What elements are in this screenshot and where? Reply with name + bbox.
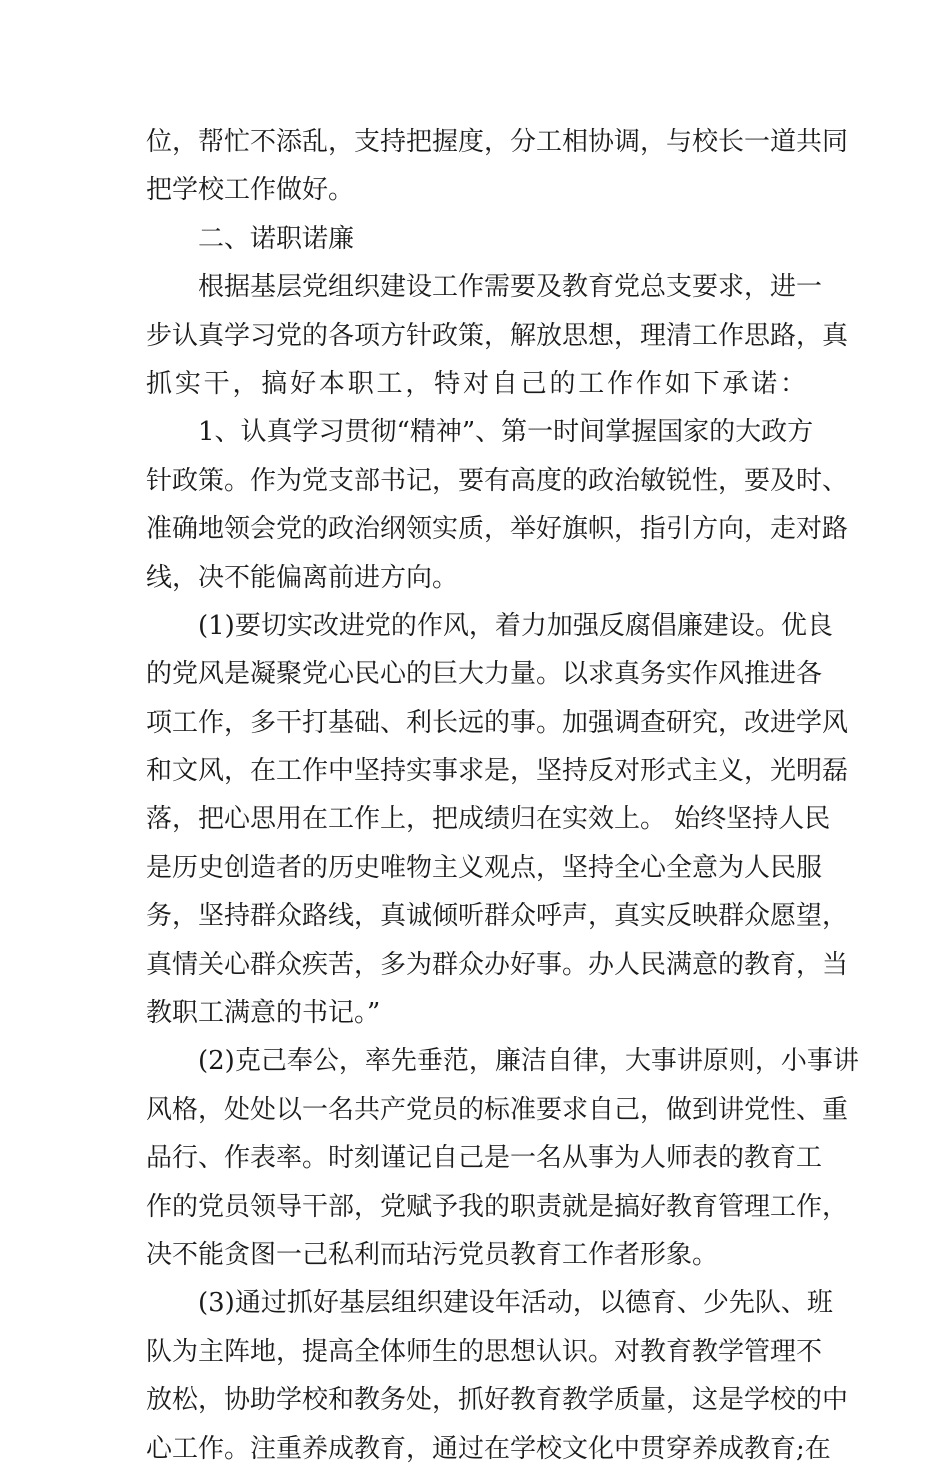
text-line: (3)通过抓好基层组织建设年活动，以德育、少先队、班 (198, 1288, 833, 1319)
text-line: 抓实干，搞好本职工，特对自己的工作作如下承诺： (146, 368, 806, 399)
text-line: 1、认真学习贯彻“精神”、第一时间掌握国家的大政方 (198, 417, 814, 448)
text-line: 的党风是凝聚党心民心的巨大力量。以求真务实作风推进各 (146, 659, 823, 690)
text-line: 务，坚持群众路线，真诚倾听群众呼声，真实反映群众愿望， (146, 901, 849, 932)
text-line: 真情关心群众疾苦，多为群众办好事。办人民满意的教育，当 (146, 949, 849, 980)
text-line: 步认真学习党的各项方针政策，解放思想，理清工作思路，真 (146, 320, 849, 351)
text-line: 根据基层党组织建设工作需要及教育党总支要求，进一 (198, 272, 823, 303)
body-text (146, 118, 859, 1473)
text-line: 品行、作表率。时刻谨记自己是一名从事为人师表的教育工 (146, 1143, 823, 1174)
text-line: 项工作，多干打基础、利长远的事。加强调查研究，改进学风 (146, 707, 849, 738)
text-line: 心工作。注重养成教育，通过在学校文化中贯穿养成教育;在 (146, 1433, 831, 1464)
text-line: 决不能贪图一己私利而玷污党员教育工作者形象。 (146, 1239, 719, 1270)
text-line: 线，决不能偏离前进方向。 (146, 562, 459, 593)
text-line: 风格，处处以一名共产党员的标准要求自己，做到讲党性、重 (146, 1094, 849, 1125)
text-line: (1)要切实改进党的作风，着力加强反腐倡廉建设。优良 (198, 610, 833, 641)
text-line: 放松，协助学校和教务处，抓好教育教学质量，这是学校的中 (146, 1385, 849, 1416)
text-line: 是历史创造者的历史唯物主义观点，坚持全心全意为人民服 (146, 852, 823, 883)
text-line: 位，帮忙不添乱，支持把握度，分工相协调，与校长一道共同 (146, 127, 849, 157)
text-line: 作的党员领导干部，党赋予我的职责就是搞好教育管理工作， (146, 1191, 849, 1222)
text-line: (2)克己奉公，率先垂范，廉洁自律，大事讲原则，小事讲 (198, 1046, 859, 1077)
text-line: 把学校工作做好。 (146, 175, 355, 206)
section-heading: 二、诺职诺廉 (198, 223, 355, 254)
text-line: 准确地领会党的政治纲领实质，举好旗帜，指引方向，走对路 (146, 514, 849, 545)
text-line: 教职工满意的书记。” (146, 998, 381, 1029)
text-line: 队为主阵地，提高全体师生的思想认识。对教育教学管理不 (146, 1336, 823, 1367)
text-line: 和文风，在工作中坚持实事求是，坚持反对形式主义，光明磊 (146, 756, 849, 787)
text-line: 落，把心思用在工作上，把成绩归在实效上。 始终坚持人民 (146, 804, 831, 835)
text-line: 针政策。作为党支部书记，要有高度的政治敏锐性，要及时、 (146, 465, 849, 496)
